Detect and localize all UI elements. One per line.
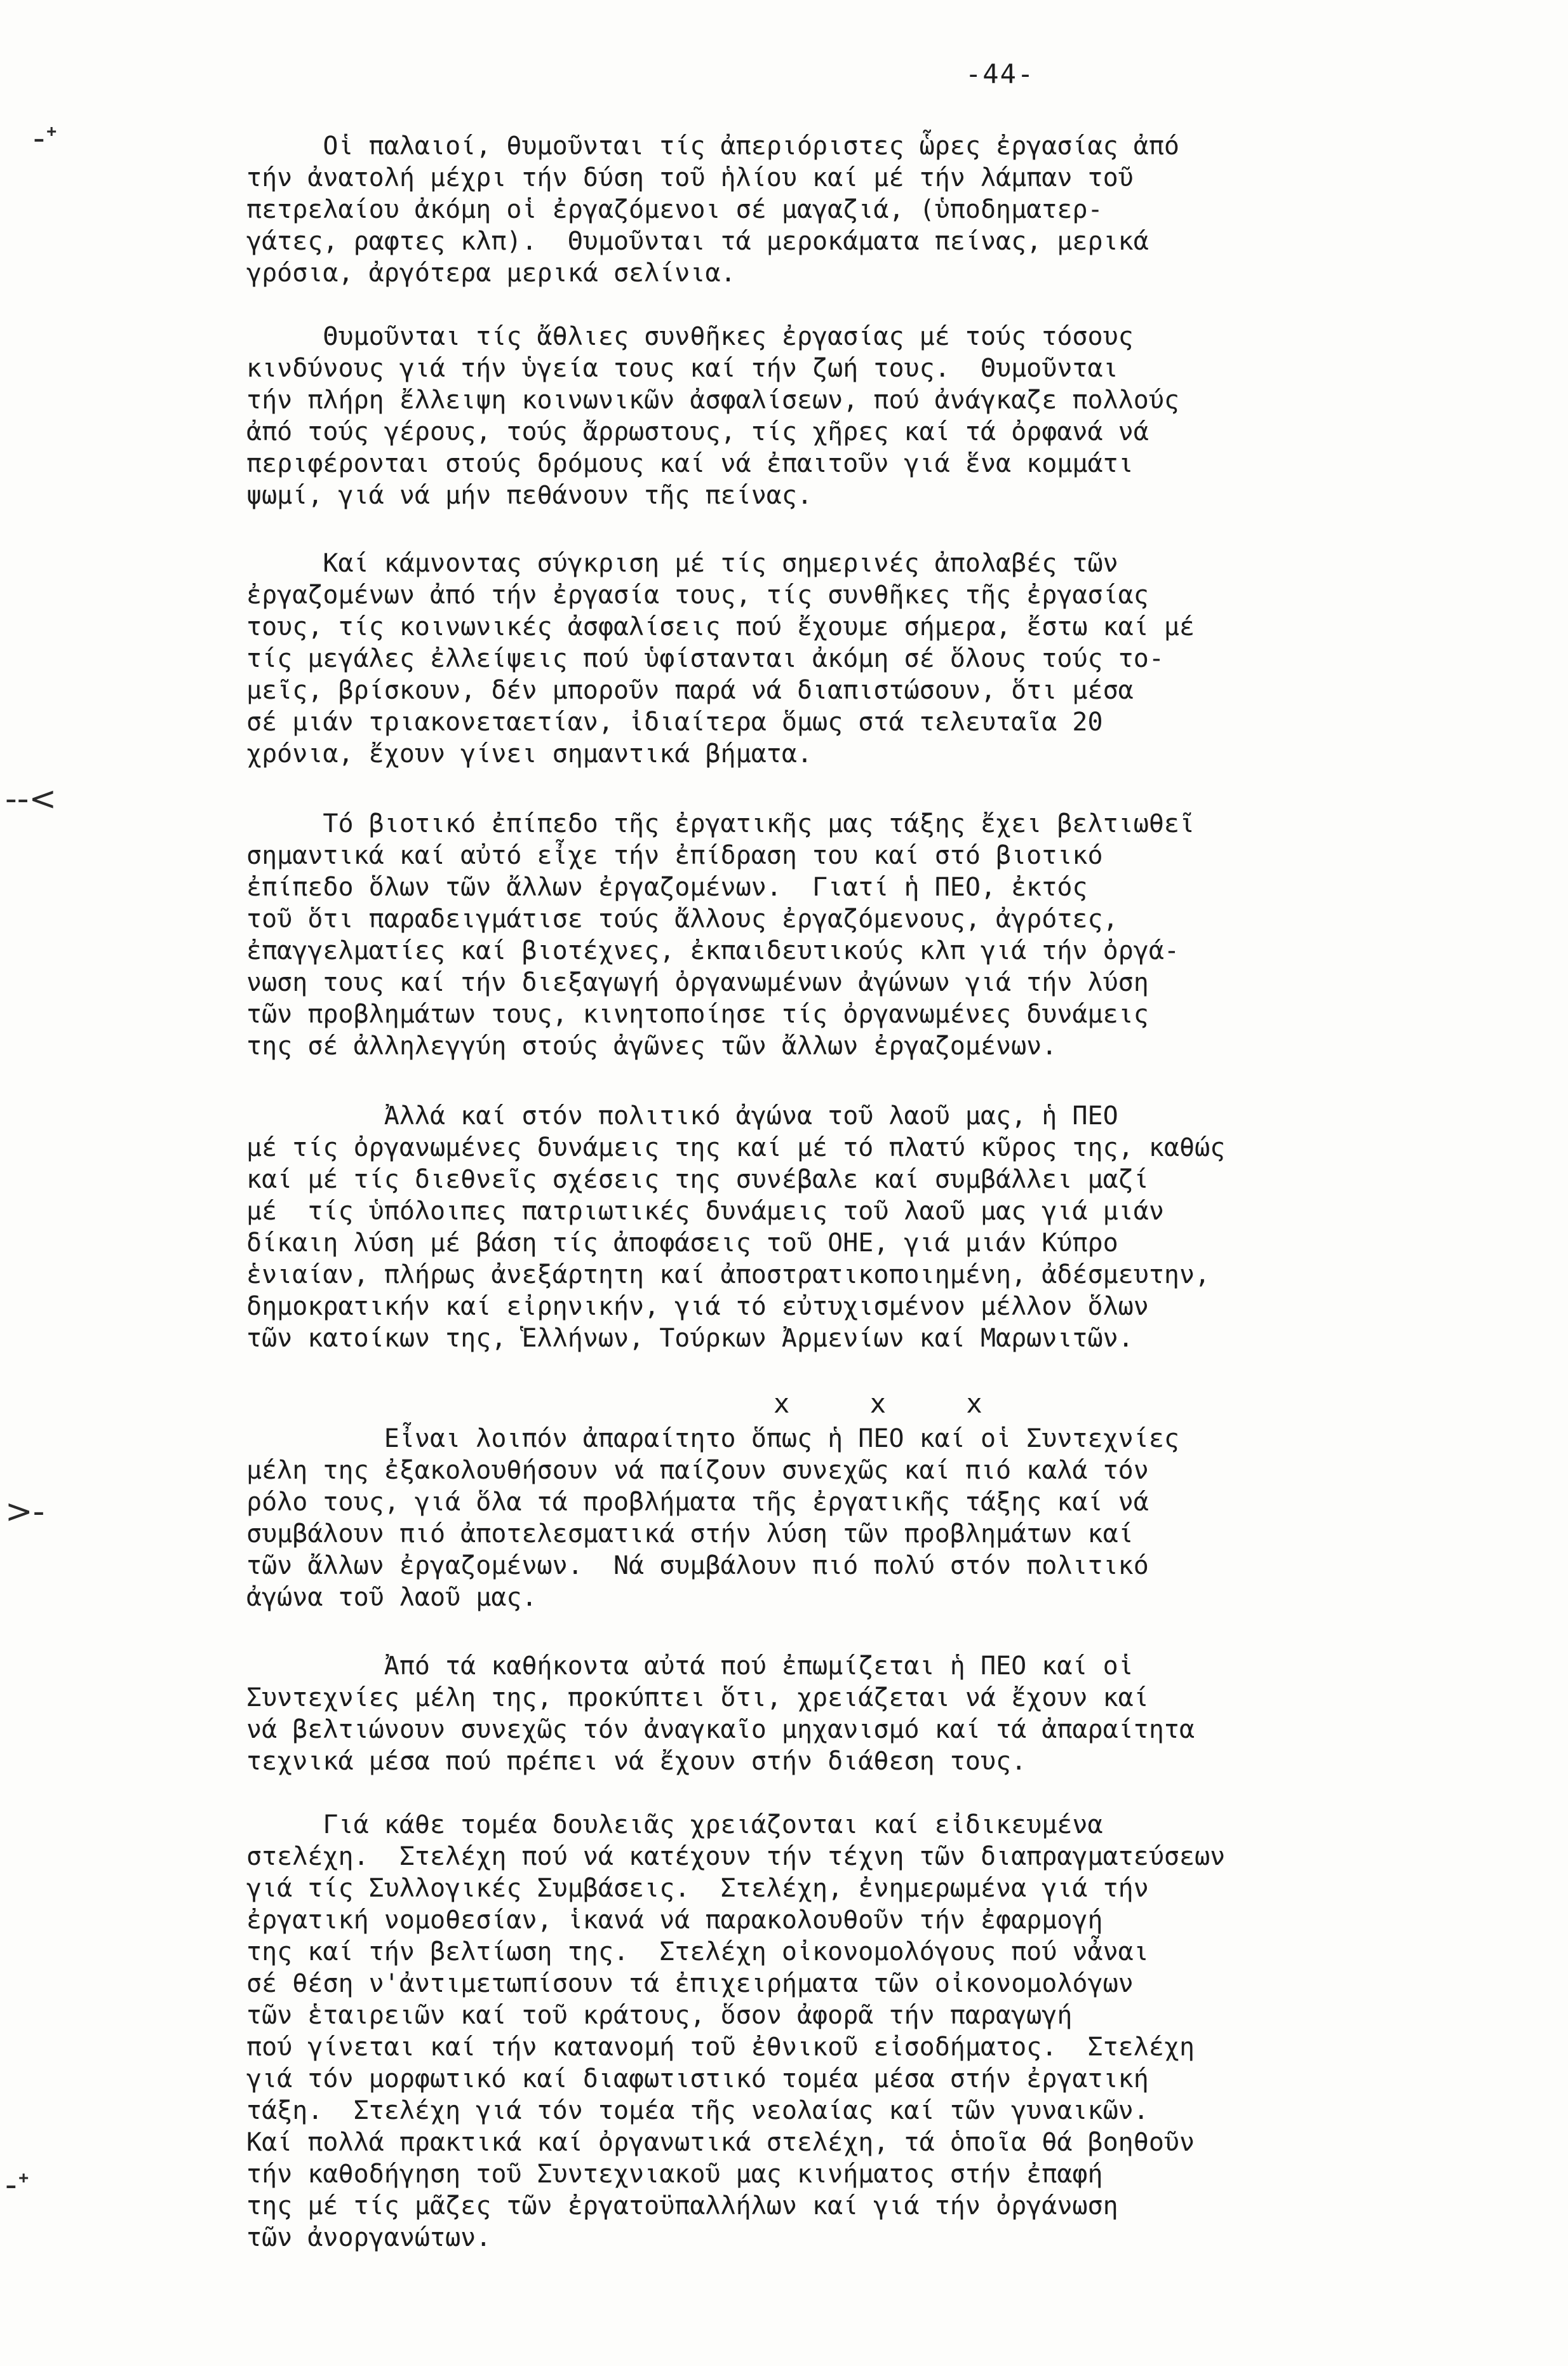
paragraph bbox=[246, 130, 1466, 289]
text-line: καί μέ τίς διεθνεῖς σχέσεις της συνέβαλε καί συμβάλλει μαζί bbox=[246, 1165, 1149, 1194]
text-line: γάτες, ραφτες κλπ). Θυμοῦνται τά μεροκάματα πείνας, μερικά bbox=[246, 227, 1149, 256]
page-number: -44- bbox=[965, 58, 1035, 90]
text-line: σημαντικά καί αὐτό εἶχε τήν ἐπίδραση του καί στό βιοτικό bbox=[246, 841, 1103, 870]
text-line: Ἀλλά καί στόν πολιτικό ἀγώνα τοῦ λαοῦ μας, ἡ ΠΕΟ bbox=[246, 1101, 1118, 1131]
text-line: μέ τίς ὀργανωμένες δυνάμεις της καί μέ τό πλατύ κῦρος της, καθώς bbox=[246, 1133, 1226, 1162]
paragraph bbox=[246, 321, 1466, 511]
paragraph bbox=[246, 1423, 1466, 1613]
text-line: τήν πλήρη ἔλλειψη κοινωνικῶν ἀσφαλίσεων, πού ἀνάγκαζε πολλούς bbox=[246, 386, 1180, 415]
text-line: κινδύνους γιά τήν ὑγεία τους καί τήν ζωή τους. Θυμοῦνται bbox=[246, 354, 1118, 383]
text-line: Οἱ παλαιοί, θυμοῦνται τίς ἀπεριόριστες ὧρες ἐργασίας ἀπό bbox=[246, 131, 1180, 161]
margin-mark: >‑ bbox=[5, 1493, 45, 1531]
text-line: Ἀπό τά καθήκοντα αὐτά πού ἐπωμίζεται ἡ ΠΕΟ καί οἱ bbox=[246, 1651, 1134, 1681]
text-line: τήν καθοδήγηση τοῦ Συντεχνιακοῦ μας κινήματος στήν ἐπαφή bbox=[246, 2160, 1103, 2189]
text-line: ἀγώνα τοῦ λαοῦ μας. bbox=[246, 1583, 537, 1612]
text-line: ἐπίπεδο ὅλων τῶν ἄλλων ἐργαζομένων. Γιατί ἡ ΠΕΟ, ἐκτός bbox=[246, 873, 1088, 902]
text-line: τήν ἀνατολή μέχρι τήν δύση τοῦ ἡλίου καί μέ τήν λάμπαν τοῦ bbox=[246, 163, 1134, 192]
text-line: μέλη της ἐξακολουθήσουν νά παίζουν συνεχῶς καί πιό καλά τόν bbox=[246, 1456, 1149, 1485]
text-line: νά βελτιώνουν συνεχῶς τόν ἀναγκαῖο μηχανισμό καί τά ἀπαραίτητα bbox=[246, 1715, 1195, 1744]
paragraph bbox=[246, 1650, 1466, 1777]
paragraph bbox=[246, 1100, 1466, 1354]
text-line: ἐργατική νομοθεσίαν, ἱκανά νά παρακολουθοῦν τήν ἐφαρμογή bbox=[246, 1906, 1103, 1935]
text-line: σέ μιάν τριακονεταετίαν, ἰδιαίτερα ὅμως στά τελευταῖα 20 bbox=[246, 708, 1103, 737]
text-line: ἐργαζομένων ἀπό τήν ἐργασία τους, τίς συνθῆκες τῆς ἐργασίας bbox=[246, 581, 1149, 610]
text-line: στελέχη. Στελέχη πού νά κατέχουν τήν τέχνη τῶν διαπραγματεύσεων bbox=[246, 1842, 1226, 1871]
text-line: τίς μεγάλες ἐλλείψεις πού ὑφίστανται ἀκόμη σέ ὅλους τούς το- bbox=[246, 644, 1164, 673]
text-line: μεῖς, βρίσκουν, δέν μποροῦν παρά νά διαπιστώσουν, ὅτι μέσα bbox=[246, 676, 1134, 705]
text-line: χρόνια, ἔχουν γίνει σημαντικά βήματα. bbox=[246, 739, 813, 769]
text-line: της σέ ἀλληλεγγύη στούς ἀγῶνες τῶν ἄλλων ἐργαζομένων. bbox=[246, 1032, 1057, 1061]
text-line: ρόλο τους, γιά ὅλα τά προβλήματα τῆς ἐργατικῆς τάξης καί νά bbox=[246, 1488, 1149, 1517]
text-line: τῶν προβλημάτων τους, κινητοποίησε τίς ὀργανωμένες δυνάμεις bbox=[246, 1000, 1149, 1029]
text-line: τῶν ἑταιρειῶν καί τοῦ κράτους, ὅσον ἀφορᾶ τήν παραγωγή bbox=[246, 2001, 1073, 2030]
text-line: της καί τήν βελτίωση της. Στελέχη οἰκονομολόγους πού νἆναι bbox=[246, 1937, 1149, 1966]
text-line: περιφέρονται στούς δρόμους καί νά ἐπαιτοῦν γιά ἕνα κομμάτι bbox=[246, 449, 1134, 478]
text-line: πετρελαίου ἀκόμη οἱ ἐργαζόμενοι σέ μαγαζιά, (ὑποδηματερ- bbox=[246, 195, 1103, 224]
text-line: Συντεχνίες μέλη της, προκύπτει ὅτι, χρειάζεται νά ἔχουν καί bbox=[246, 1683, 1149, 1712]
text-line: νωση τους καί τήν διεξαγωγή ὀργανωμένων ἀγώνων γιά τήν λύση bbox=[246, 968, 1149, 997]
text-line: δημοκρατικήν καί εἰρηνικήν, γιά τό εὐτυχισμένον μέλλον ὅλων bbox=[246, 1292, 1149, 1321]
text-line: σέ θέση ν'ἀντιμετωπίσουν τά ἐπιχειρήματα τῶν οἰκονομολόγων bbox=[246, 1969, 1134, 1998]
text-line: ἐπαγγελματίες καί βιοτέχνες, ἐκπαιδευτικούς κλπ γιά τήν ὀργά- bbox=[246, 936, 1180, 965]
paragraph bbox=[246, 808, 1466, 1062]
text-line: Καί πολλά πρακτικά καί ὀργανωτικά στελέχη, τά ὁποῖα θά βοηθοῦν bbox=[246, 2128, 1195, 2157]
text-line: ψωμί, γιά νά μήν πεθάνουν τῆς πείνας. bbox=[246, 481, 813, 510]
text-line: τοῦ ὅτι παραδειγμάτισε τούς ἄλλους ἐργαζόμενους, ἀγρότες, bbox=[246, 904, 1118, 934]
paragraph bbox=[246, 548, 1466, 770]
text-line: δίκαιη λύση μέ βάση τίς ἀποφάσεις τοῦ ΟΗΕ, γιά μιάν Κύπρο bbox=[246, 1228, 1118, 1258]
text-line: ἀπό τούς γέρους, τούς ἄρρωστους, τίς χῆρες καί τά ὀρφανά νά bbox=[246, 417, 1149, 447]
text-line: Τό βιοτικό ἐπίπεδο τῆς ἐργατικῆς μας τάξης ἔχει βελτιωθεῖ bbox=[246, 809, 1195, 838]
text-line: τεχνικά μέσα πού πρέπει νά ἔχουν στήν διάθεση τους. bbox=[246, 1747, 1027, 1776]
margin-mark: ‑ᐩ bbox=[33, 119, 58, 158]
text-line: τους, τίς κοινωνικές ἀσφαλίσεις πού ἔχουμε σήμερα, ἔστω καί μέ bbox=[246, 612, 1195, 642]
text-line: γιά τόν μορφωτικό καί διαφωτιστικό τομέα μέσα στήν ἐργατική bbox=[246, 2064, 1149, 2094]
text-line: Καί κάμνοντας σύγκριση μέ τίς σημερινές ἀπολαβές τῶν bbox=[246, 549, 1118, 578]
text-line: της μέ τίς μᾶζες τῶν ἐργατοϋπαλλήλων καί γιά τήν ὀργάνωση bbox=[246, 2191, 1118, 2221]
text-line: τῶν κατοίκων της, Ἑλλήνων, Τούρκων Ἀρμενίων καί Μαρωνιτῶν. bbox=[246, 1324, 1134, 1353]
paragraph bbox=[246, 1809, 1466, 2254]
text-line: γρόσια, ἀργότερα μερικά σελίνια. bbox=[246, 259, 736, 288]
text-line: Θυμοῦνται τίς ἄθλιες συνθῆκες ἐργασίας μέ τούς τόσους bbox=[246, 322, 1134, 351]
text-line: Γιά κάθε τομέα δουλειᾶς χρειάζονται καί εἰδικευμένα bbox=[246, 1810, 1103, 1839]
text-line: τῶν ἄλλων ἐργαζομένων. Νά συμβάλουν πιό πολύ στόν πολιτικό bbox=[246, 1551, 1149, 1580]
text-line: τάξη. Στελέχη γιά τόν τομέα τῆς νεολαίας καί τῶν γυναικῶν. bbox=[246, 2096, 1149, 2125]
text-line: πού γίνεται καί τήν κατανομή τοῦ ἐθνικοῦ εἰσοδήματος. Στελέχη bbox=[246, 2033, 1195, 2062]
margin-mark: ‑‑< bbox=[5, 780, 57, 818]
text-line: ἑνιαίαν, πλήρως ἀνεξάρτητη καί ἀποστρατικοποιημένη, ἀδέσμευτην, bbox=[246, 1260, 1210, 1289]
margin-mark: ‑ᐩ bbox=[5, 2166, 30, 2204]
section-separator: x x x bbox=[774, 1388, 982, 1419]
text-line: συμβάλουν πιό ἀποτελεσματικά στήν λύση τῶν προβλημάτων καί bbox=[246, 1519, 1134, 1549]
text-line: τῶν ἀνοργανώτων. bbox=[246, 2223, 492, 2252]
text-line: γιά τίς Συλλογικές Συμβάσεις. Στελέχη, ἐνημερωμένα γιά τήν bbox=[246, 1874, 1149, 1903]
text-line: μέ τίς ὑπόλοιπες πατριωτικές δυνάμεις τοῦ λαοῦ μας γιά μιάν bbox=[246, 1197, 1164, 1226]
text-line: Εἶναι λοιπόν ἀπαραίτητο ὅπως ἡ ΠΕΟ καί οἱ Συντεχνίες bbox=[246, 1424, 1180, 1453]
